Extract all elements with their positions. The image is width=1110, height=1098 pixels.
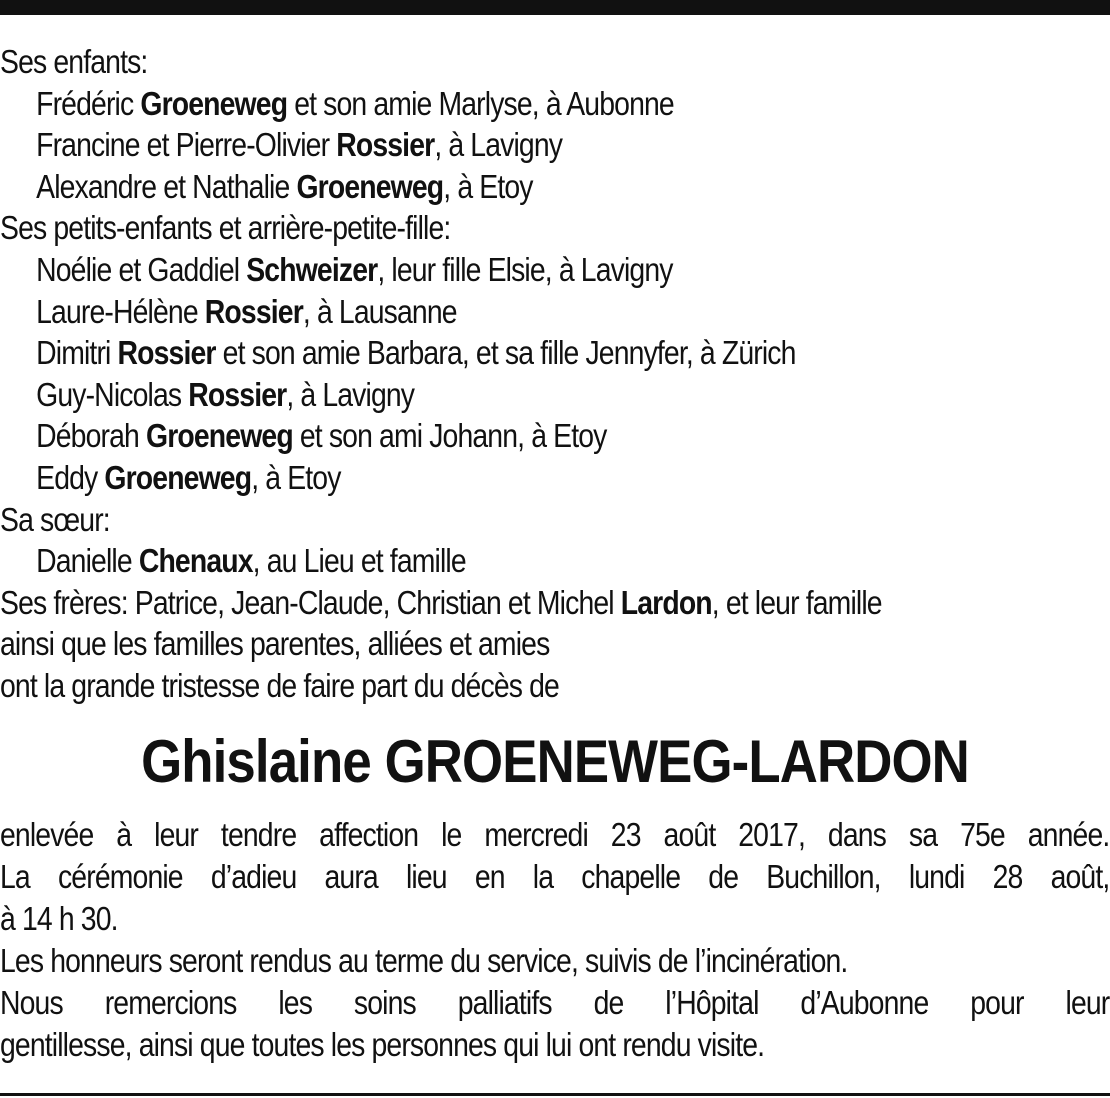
surname: Rossier bbox=[188, 375, 287, 413]
closing-text bbox=[0, 814, 1109, 1066]
list-item: Eddy Groeneweg, à Etoy bbox=[36, 458, 341, 496]
closing-line: Nous remercions les soins palliatifs de l’Hôpital d’Aubonne pour leur bbox=[0, 984, 1110, 1021]
top-rule bbox=[0, 0, 1110, 15]
surname: Groeneweg bbox=[145, 417, 293, 455]
surname: Chenaux bbox=[138, 542, 253, 580]
list-item: Danielle Chenaux, au Lieu et famille bbox=[36, 542, 466, 580]
closing-line: gentillesse, ainsi que toutes les personnes qui lui ont rendu visite. bbox=[0, 1026, 765, 1063]
brothers-line: Ses frères: Patrice, Jean-Claude, Christian et Michel Lardon, et leur famille bbox=[0, 583, 882, 621]
surname: Rossier bbox=[117, 334, 216, 372]
list-item: Francine et Pierre-Olivier Rossier, à Lavigny bbox=[36, 126, 563, 164]
list-item: Dimitri Rossier et son amie Barbara, et sa fille Jennyfer, à Zürich bbox=[36, 334, 796, 372]
bottom-rule bbox=[0, 1093, 1110, 1096]
surname: Groeneweg bbox=[296, 167, 444, 205]
family-list bbox=[0, 41, 955, 707]
children-heading: Ses enfants: bbox=[0, 43, 148, 80]
grandchildren-heading: Ses petits-enfants et arrière-petite-fille: bbox=[0, 209, 451, 247]
list-item: Frédéric Groeneweg et son amie Marlyse, à Aubonne bbox=[36, 84, 674, 122]
announcement-line: ont la grande tristesse de faire part du décès de bbox=[0, 666, 559, 704]
surname: Lardon bbox=[620, 583, 712, 621]
closing-line: enlevée à leur tendre affection le mercredi 23 août 2017, dans sa 75e année. bbox=[0, 816, 1110, 853]
list-item: Guy-Nicolas Rossier, à Lavigny bbox=[36, 375, 415, 413]
sister-heading: Sa sœur: bbox=[0, 500, 110, 538]
list-item: Laure-Hélène Rossier, à Lausanne bbox=[36, 292, 457, 330]
surname: Groeneweg bbox=[140, 84, 288, 122]
closing-line: Les honneurs seront rendus au terme du service, suivis de l’incinération. bbox=[0, 942, 848, 979]
deceased-name: Ghislaine GROENEWEG-LARDON bbox=[141, 728, 969, 795]
closing-line: La cérémonie d’adieu aura lieu en la chapelle de Buchillon, lundi 28 août, bbox=[0, 858, 1110, 895]
closing-line: à 14 h 30. bbox=[0, 900, 118, 937]
list-item: Alexandre et Nathalie Groeneweg, à Etoy bbox=[36, 167, 533, 205]
surname: Rossier bbox=[336, 126, 435, 164]
surname: Rossier bbox=[204, 292, 303, 330]
families-line: ainsi que les familles parentes, alliées et amies bbox=[0, 625, 550, 663]
surname: Groeneweg bbox=[104, 458, 252, 496]
surname: Schweizer bbox=[246, 250, 378, 288]
list-item: Noélie et Gaddiel Schweizer, leur fille Elsie, à Lavigny bbox=[36, 250, 673, 288]
list-item: Déborah Groeneweg et son ami Johann, à Etoy bbox=[36, 417, 607, 455]
